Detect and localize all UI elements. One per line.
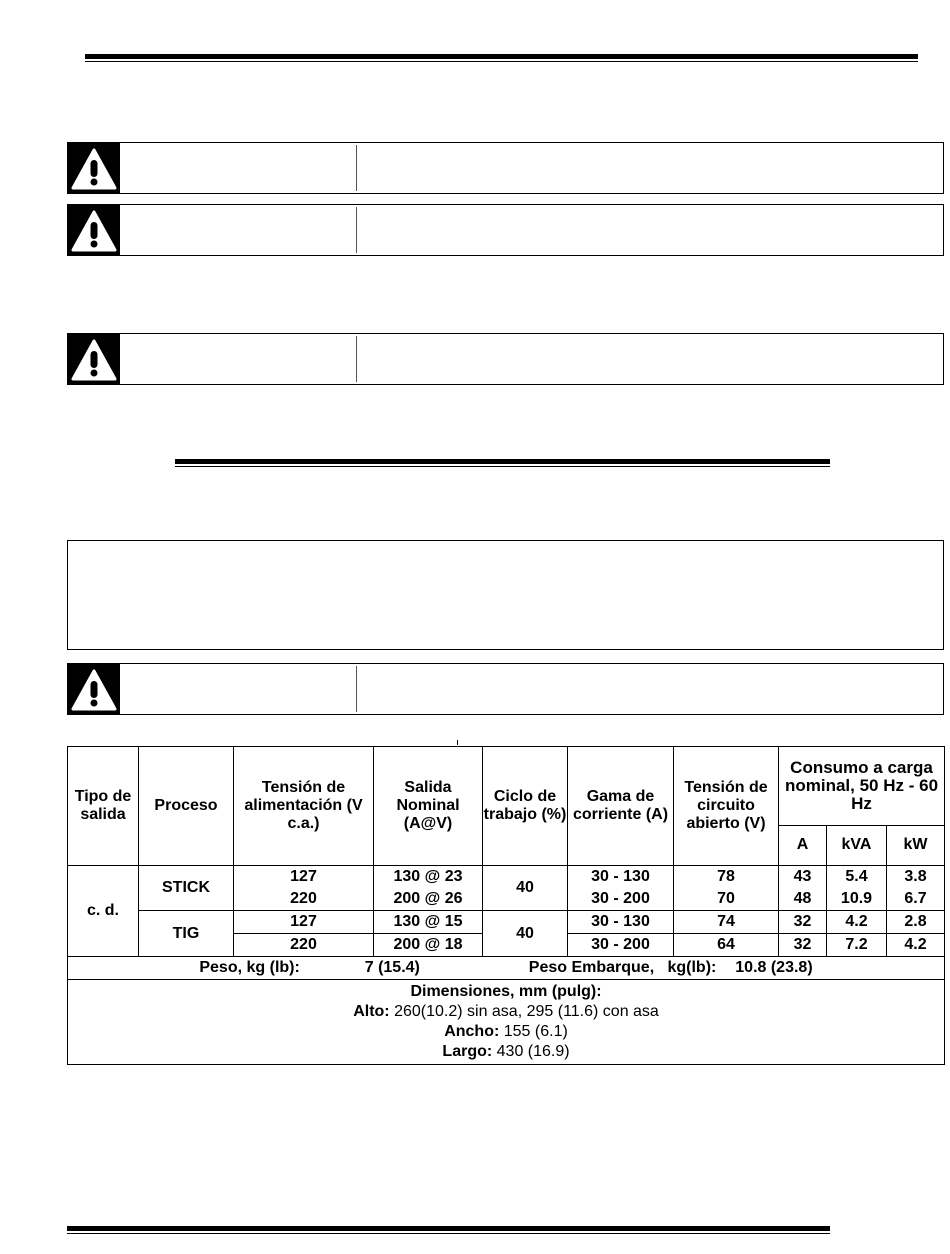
header-consumo-kw: kW (887, 825, 945, 865)
cell-gama: 30 - 200 (568, 888, 674, 911)
alto-label: Alto: (353, 1003, 390, 1020)
ancho-label: Ancho: (444, 1023, 500, 1040)
info-box (67, 540, 944, 650)
cell-a: 43 (779, 866, 827, 889)
warning-divider (356, 666, 357, 712)
warning-icon (68, 334, 120, 384)
cell-kva: 7.2 (827, 934, 887, 957)
cell-kva: 5.4 (827, 866, 887, 889)
warning-box-1 (67, 142, 944, 194)
cell-gama: 30 - 200 (568, 934, 674, 957)
header-tension-circuito: Tensión de circuito abierto (V) (674, 747, 779, 866)
cell-proceso: TIG (139, 911, 234, 957)
top-rule (85, 54, 918, 62)
cell-tension: 220 (234, 934, 374, 957)
header-gama-corriente: Gama de corriente (A) (568, 747, 674, 866)
cell-gama: 30 - 130 (568, 866, 674, 889)
cell-kw: 3.8 (887, 866, 945, 889)
table-row (68, 911, 945, 934)
cell-ciclo: 40 (483, 866, 568, 911)
ancho-value: 155 (6.1) (499, 1023, 568, 1040)
cell-abierto: 78 (674, 866, 779, 889)
warning-icon (68, 664, 120, 714)
header-consumo-a: A (779, 825, 827, 865)
section-rule (175, 459, 830, 467)
largo-value: 430 (16.9) (492, 1043, 570, 1060)
cell-kva: 4.2 (827, 911, 887, 934)
header-ciclo-trabajo: Ciclo de trabajo (%) (483, 747, 568, 866)
cell-abierto: 74 (674, 911, 779, 934)
cell-ciclo: 40 (483, 911, 568, 957)
cell-salida: 200 @ 26 (374, 888, 483, 911)
cell-proceso: STICK (139, 866, 234, 911)
warning-box-2 (67, 204, 944, 256)
cell-a: 48 (779, 888, 827, 911)
cell-a: 32 (779, 911, 827, 934)
largo-label: Largo: (442, 1043, 493, 1060)
warning-icon (68, 143, 120, 193)
stray-mark (457, 740, 458, 745)
cell-tension: 127 (234, 866, 374, 889)
cell-salida: 130 @ 15 (374, 911, 483, 934)
cell-tension: 127 (234, 911, 374, 934)
header-salida-nominal: Salida Nominal (A@V) (374, 747, 483, 866)
header-consumo: Consumo a carga nominal, 50 Hz - 60 Hz (779, 747, 945, 826)
cell-gama: 30 - 130 (568, 911, 674, 934)
warning-icon (68, 205, 120, 255)
specifications-table (67, 746, 945, 1065)
peso-value: 7 (15.4) (364, 959, 420, 976)
header-consumo-kva: kVA (827, 825, 887, 865)
warning-divider (356, 207, 357, 253)
cell-kva: 10.9 (827, 888, 887, 911)
cell-abierto: 70 (674, 888, 779, 911)
peso-embarque-label: Peso Embarque, kg(lb): (528, 959, 717, 976)
weight-row (68, 957, 945, 980)
peso-label: Peso, kg (lb): (199, 959, 300, 976)
peso-embarque-value: 10.8 (23.8) (735, 959, 813, 976)
warning-box-3 (67, 333, 944, 385)
table-row (68, 866, 945, 889)
dimensions-row (68, 980, 945, 1065)
cell-tension: 220 (234, 888, 374, 911)
cell-salida: 200 @ 18 (374, 934, 483, 957)
cell-tipo: c. d. (68, 866, 139, 957)
header-proceso: Proceso (139, 747, 234, 866)
cell-kw: 2.8 (887, 911, 945, 934)
header-tension-alimentacion: Tensión de alimentación (V c.a.) (234, 747, 374, 866)
cell-kw: 4.2 (887, 934, 945, 957)
warning-box-4 (67, 663, 944, 715)
cell-abierto: 64 (674, 934, 779, 957)
header-tipo: Tipo de salida (68, 747, 139, 866)
bottom-rule (67, 1226, 830, 1234)
warning-divider (356, 336, 357, 382)
cell-salida: 130 @ 23 (374, 866, 483, 889)
dimensiones-title: Dimensiones, mm (pulg): (410, 983, 602, 1000)
warning-divider (356, 145, 357, 191)
alto-value: 260(10.2) sin asa, 295 (11.6) con asa (389, 1003, 659, 1020)
cell-a: 32 (779, 934, 827, 957)
cell-kw: 6.7 (887, 888, 945, 911)
